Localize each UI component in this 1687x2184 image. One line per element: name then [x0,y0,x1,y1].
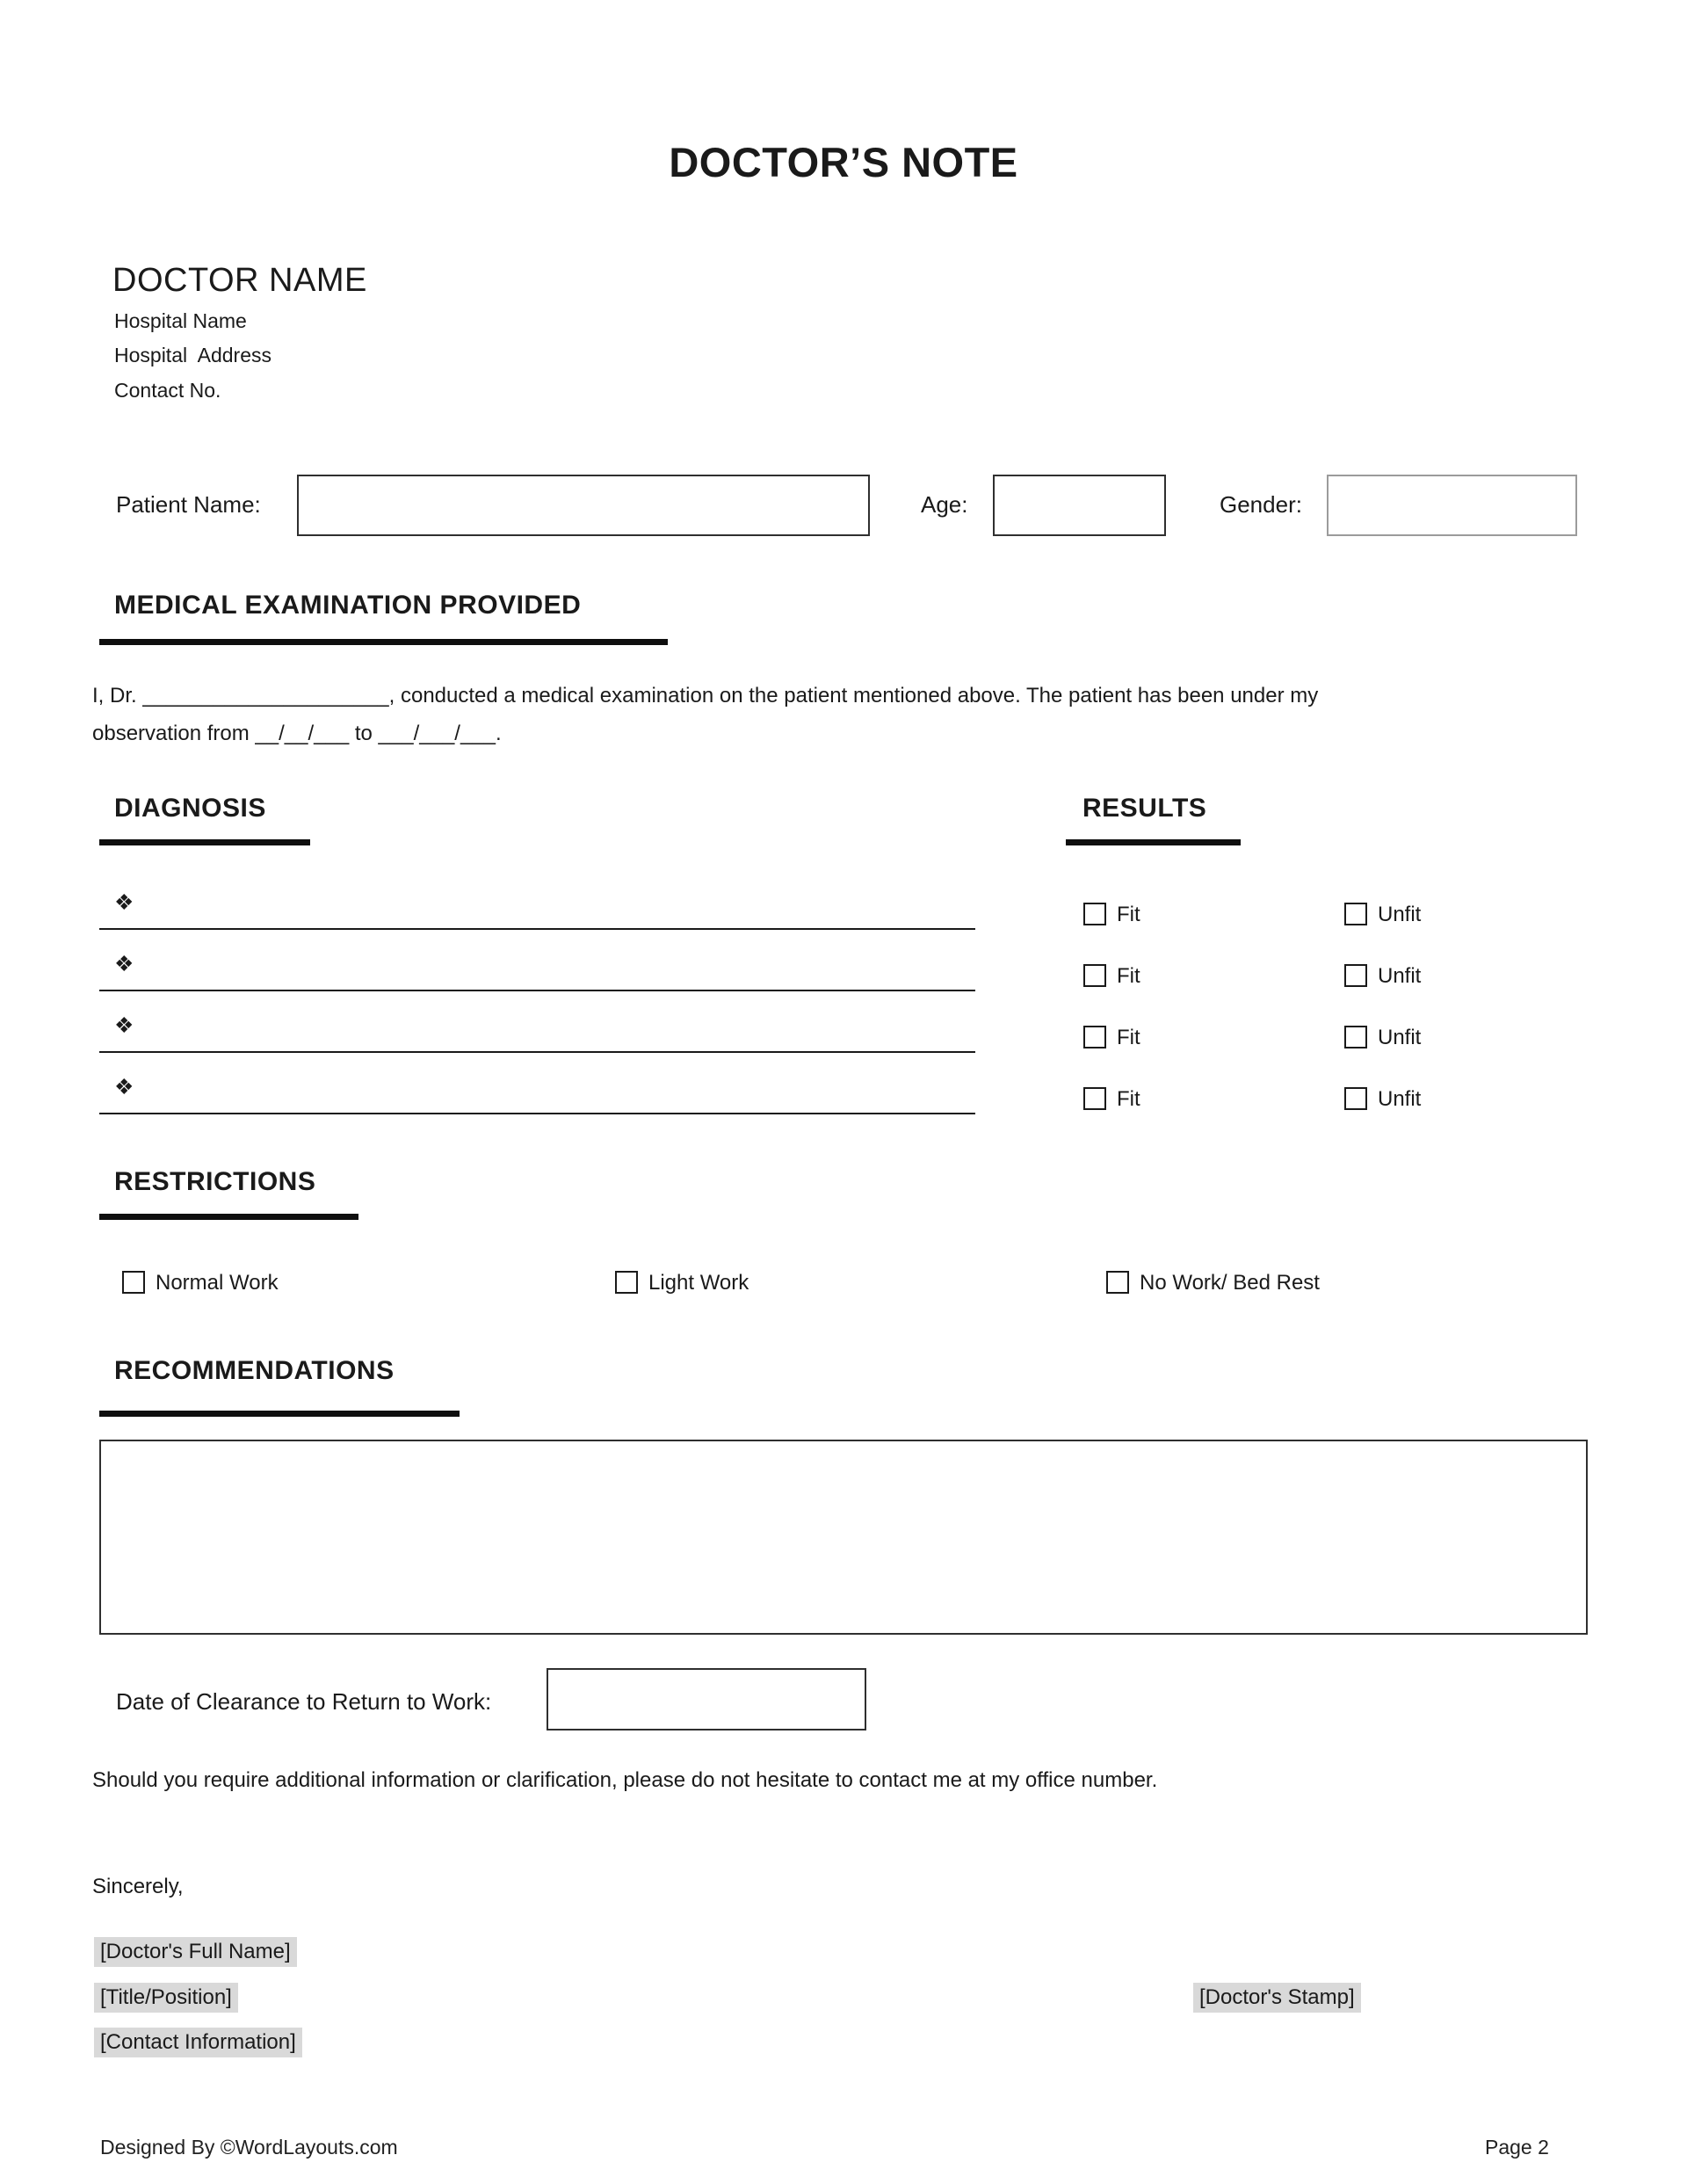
clearance-date-label: Date of Clearance to Return to Work: [116,1688,492,1715]
unfit-checkbox-4[interactable] [1344,1087,1367,1110]
doctor-stamp-placeholder[interactable]: [Doctor's Stamp] [1193,1983,1361,2013]
results-underline [1066,839,1241,845]
contact-note: Should you require additional information or clarification, please do not hesitate to contact me at my office number. [92,1768,1158,1792]
results-heading: RESULTS [1082,794,1207,823]
salutation: Sincerely, [92,1875,184,1898]
unfit-checkbox-2[interactable] [1344,964,1367,987]
normal-work-checkbox[interactable] [122,1271,145,1294]
restrictions-heading: RESTRICTIONS [114,1167,316,1196]
unfit-checkbox-3[interactable] [1344,1026,1367,1048]
patient-name-box[interactable] [297,475,870,536]
gender-box[interactable] [1327,475,1577,536]
diagnosis-heading: DIAGNOSIS [114,794,266,823]
medical-exam-heading: MEDICAL EXAMINATION PROVIDED [114,591,582,620]
diamond-bullet-icon: ❖ [114,1013,134,1038]
medical-exam-underline [99,639,668,645]
age-label: Age: [921,491,968,518]
age-box[interactable] [993,475,1166,536]
title-position-placeholder[interactable]: [Title/Position] [94,1983,238,2013]
diagnosis-line-3[interactable] [99,1051,975,1053]
no-work-bed-rest-label: No Work/ Bed Rest [1140,1271,1320,1295]
exam-paragraph-line1: I, Dr. _____________________, conducted a medical examination on the patient mentioned above. The patient has been under my [92,684,1319,707]
recommendations-box[interactable] [99,1440,1588,1635]
doctor-full-name-wrapper [94,1937,297,1967]
hospital-address: Hospital Address [114,344,272,366]
recommendations-underline [99,1411,460,1417]
fit-checkbox-4[interactable] [1083,1087,1106,1110]
diagnosis-line-1[interactable] [99,928,975,930]
unfit-label: Unfit [1378,903,1422,926]
light-work-checkbox[interactable] [615,1271,638,1294]
unfit-label: Unfit [1378,964,1422,988]
hospital-name: Hospital Name [114,309,247,332]
contact-no: Contact No. [114,379,221,402]
fit-checkbox-3[interactable] [1083,1026,1106,1048]
fit-label: Fit [1117,1087,1140,1111]
diamond-bullet-icon: ❖ [114,890,134,915]
recommendations-heading: RECOMMENDATIONS [114,1356,395,1385]
gender-label: Gender: [1220,491,1302,518]
fit-label: Fit [1117,964,1140,988]
contact-information-placeholder[interactable]: [Contact Information] [94,2028,302,2057]
exam-paragraph [92,677,1318,752]
fit-label: Fit [1117,903,1140,926]
page-title: DOCTOR’S NOTE [669,139,1018,185]
fit-checkbox-1[interactable] [1083,903,1106,925]
footer-page-number: Page 2 [1485,2136,1549,2159]
doctor-stamp-wrapper [1193,1983,1361,2013]
restrictions-underline [99,1214,358,1220]
diagnosis-line-4[interactable] [99,1113,975,1114]
contact-information-wrapper [94,2028,302,2057]
unfit-label: Unfit [1378,1087,1422,1111]
diamond-bullet-icon: ❖ [114,1075,134,1099]
doctor-name-heading: DOCTOR NAME [112,262,367,299]
diagnosis-underline [99,839,310,845]
unfit-label: Unfit [1378,1026,1422,1049]
diamond-bullet-icon: ❖ [114,952,134,976]
clearance-date-box[interactable] [547,1668,866,1731]
fit-label: Fit [1117,1026,1140,1049]
no-work-bed-rest-checkbox[interactable] [1106,1271,1129,1294]
normal-work-label: Normal Work [156,1271,279,1295]
light-work-label: Light Work [648,1271,749,1295]
footer-designed-by: Designed By ©WordLayouts.com [100,2136,398,2159]
diagnosis-line-2[interactable] [99,990,975,991]
unfit-checkbox-1[interactable] [1344,903,1367,925]
patient-name-label: Patient Name: [116,491,261,518]
doctor-full-name-placeholder[interactable]: [Doctor's Full Name] [94,1937,297,1967]
fit-checkbox-2[interactable] [1083,964,1106,987]
exam-paragraph-line2: observation from __/__/___ to ___/___/___. [92,722,502,745]
title-position-wrapper [94,1983,238,2013]
